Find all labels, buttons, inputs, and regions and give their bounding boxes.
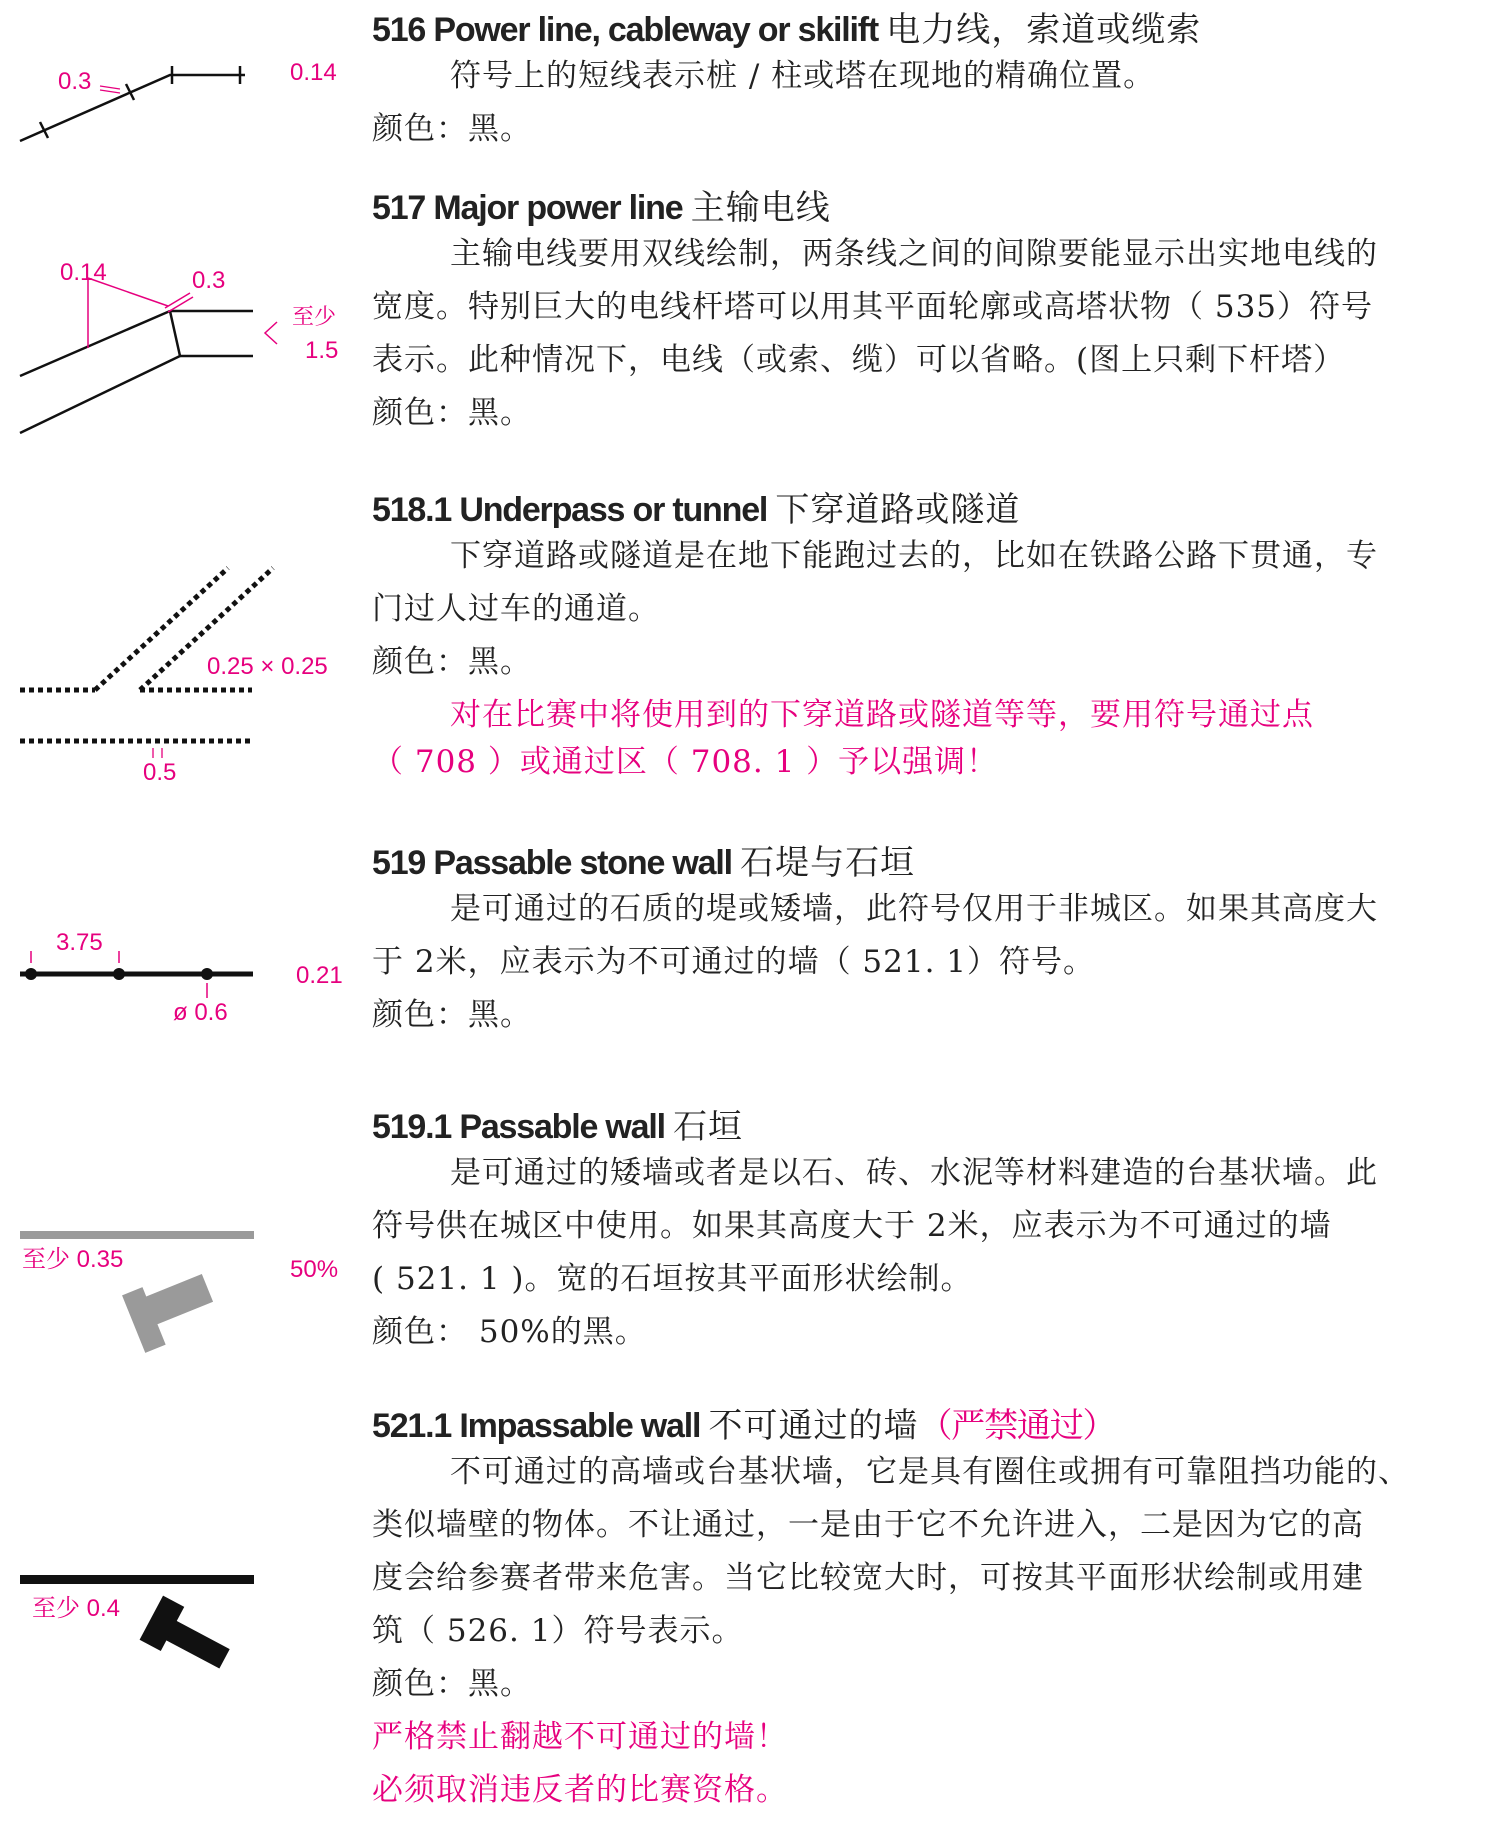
heading-521-1-number: 521.1 — [372, 1407, 452, 1445]
dim-516-b: 0.14 — [290, 59, 337, 86]
color-519: 颜色：黑。 — [372, 997, 532, 1033]
body-521-1-line-4: 筑（ 526. 1）符号表示。 — [372, 1613, 744, 1649]
color-516: 颜色：黑。 — [372, 111, 532, 147]
body-518-1-line-2: 门过人过车的通道。 — [372, 591, 660, 627]
dim-519-1-a: 至少 0.35 — [22, 1246, 124, 1273]
symbol-521-1-impassable-wall — [0, 1406, 365, 1826]
text-517 — [372, 188, 1488, 440]
body-519-line-1: 是可通过的石质的堤或矮墙，此符号仅用于非城区。如果其高度大 — [450, 891, 1378, 927]
dim-519-c: ø 0.6 — [173, 999, 228, 1026]
body-516: 符号上的短线表示桩 / 柱或塔在现地的精确位置。 — [450, 58, 1156, 94]
dim-519-b: 0.21 — [296, 962, 343, 989]
symbol-519-1-drawing — [0, 1107, 365, 1367]
dim-519-1-b: 50% — [290, 1256, 339, 1283]
heading-517-number: 517 — [372, 189, 426, 227]
body-521-1-line-1: 不可通过的高墙或台基状墙，它是具有圈住或拥有可靠阻挡功能的、 — [450, 1454, 1410, 1490]
body-517-line-1: 主输电线要用双线绘制，两条线之间的间隙要能显示出实地电线的 — [450, 236, 1378, 272]
body-518-1-line-1: 下穿道路或隧道是在地下能跑过去的，比如在铁路公路下贯通，专 — [450, 538, 1378, 574]
heading-518-1-en: Underpass or tunnel — [459, 491, 768, 529]
body-519-1-line-2: 符号供在城区中使用。如果其高度大于 2米，应表示为不可通过的墙 — [372, 1208, 1332, 1244]
heading-518-1-cn: 下穿道路或隧道 — [775, 490, 1021, 530]
body-517-line-3: 表示。此种情况下，电线（或索、缆）可以省略。(图上只剩下杆塔） — [372, 342, 1346, 378]
body-519-1-line-3: ( 521. 1 )。宽的石垣按其平面形状绘制。 — [372, 1261, 973, 1297]
heading-518-1-number: 518.1 — [372, 491, 452, 529]
text-518-1 — [372, 490, 1488, 786]
dim-516-a: 0.3 — [58, 68, 92, 95]
color-517: 颜色：黑。 — [372, 395, 532, 431]
heading-516-number: 516 — [372, 11, 426, 49]
color-521-1: 颜色：黑。 — [372, 1666, 532, 1702]
symbol-518-1-underpass — [0, 490, 365, 810]
symbol-519-drawing — [0, 843, 365, 1043]
dim-517-d: 1.5 — [305, 337, 339, 364]
heading-521-1-pink: （严禁通过） — [918, 1406, 1116, 1446]
body-519-1-line-1: 是可通过的矮墙或者是以石、砖、水泥等材料建造的台基状墙。此 — [450, 1155, 1378, 1191]
dim-518-1-b: 0.5 — [143, 759, 177, 786]
dim-519-a: 3.75 — [56, 929, 103, 956]
body-519-line-2: 于 2米，应表示为不可通过的墙（ 521. 1）符号。 — [372, 944, 1096, 980]
heading-521-1-cn: 不可通过的墙 — [708, 1406, 919, 1446]
note-521-1-line-1: 严格禁止翻越不可通过的墙！ — [372, 1719, 788, 1755]
symbol-521-1-drawing — [0, 1406, 365, 1826]
symbol-517-major-power-line — [0, 188, 365, 448]
note-518-1-line-1: 对在比赛中将使用到的下穿道路或隧道等等，要用符号通过点 — [450, 697, 1314, 733]
text-521-1 — [372, 1406, 1488, 1817]
color-519-1: 颜色： 50%的黑。 — [372, 1314, 647, 1350]
text-519-1 — [372, 1107, 1488, 1359]
heading-517-en: Major power line — [433, 189, 683, 227]
heading-516 — [372, 10, 1488, 50]
heading-516-en: Power line, cableway or skilift — [433, 11, 879, 49]
body-521-1-line-2: 类似墙壁的物体。不让通过，一是由于它不允许进入，二是因为它的高 — [372, 1507, 1364, 1543]
dim-517-a: 0.14 — [60, 259, 107, 286]
heading-518-1 — [372, 490, 1488, 530]
heading-519-en: Passable stone wall — [433, 844, 732, 882]
heading-519-1-number: 519.1 — [372, 1108, 452, 1146]
body-521-1-line-3: 度会给参赛者带来危害。当它比较宽大时，可按其平面形状绘制或用建 — [372, 1560, 1364, 1596]
heading-521-1 — [372, 1406, 1488, 1446]
symbol-519-1-passable-wall — [0, 1107, 365, 1367]
heading-519-number: 519 — [372, 844, 426, 882]
heading-519 — [372, 843, 1488, 883]
color-518-1: 颜色：黑。 — [372, 644, 532, 680]
text-516 — [372, 10, 1488, 156]
heading-519-1 — [372, 1107, 1488, 1147]
symbol-517-drawing — [0, 188, 365, 448]
symbol-516-power-line — [0, 10, 365, 150]
symbol-518-1-drawing — [0, 490, 365, 810]
heading-519-cn: 石堤与石垣 — [740, 843, 916, 883]
dim-521-1-a: 至少 0.4 — [32, 1595, 121, 1622]
heading-521-1-en: Impassable wall — [459, 1407, 701, 1445]
heading-519-1-en: Passable wall — [459, 1108, 665, 1146]
body-517-line-2: 宽度。特别巨大的电线杆塔可以用其平面轮廓或高塔状物（ 535）符号 — [372, 289, 1374, 325]
text-519 — [372, 843, 1488, 1042]
heading-519-1-cn: 石垣 — [673, 1107, 744, 1147]
dim-517-b: 0.3 — [192, 267, 226, 294]
note-518-1-line-2: （ 708 ）或通过区（ 708. 1 ）予以强调！ — [372, 744, 999, 780]
symbol-516-drawing — [0, 10, 365, 150]
dim-518-1-a: 0.25 × 0.25 — [207, 653, 328, 680]
note-521-1-line-2: 必须取消违反者的比赛资格。 — [372, 1772, 788, 1808]
heading-516-cn: 电力线，索道或缆索 — [886, 10, 1202, 50]
symbol-519-passable-stone-wall — [0, 843, 365, 1043]
dim-517-c: 至少 — [292, 304, 337, 329]
heading-517 — [372, 188, 1488, 228]
heading-517-cn: 主输电线 — [690, 188, 831, 228]
